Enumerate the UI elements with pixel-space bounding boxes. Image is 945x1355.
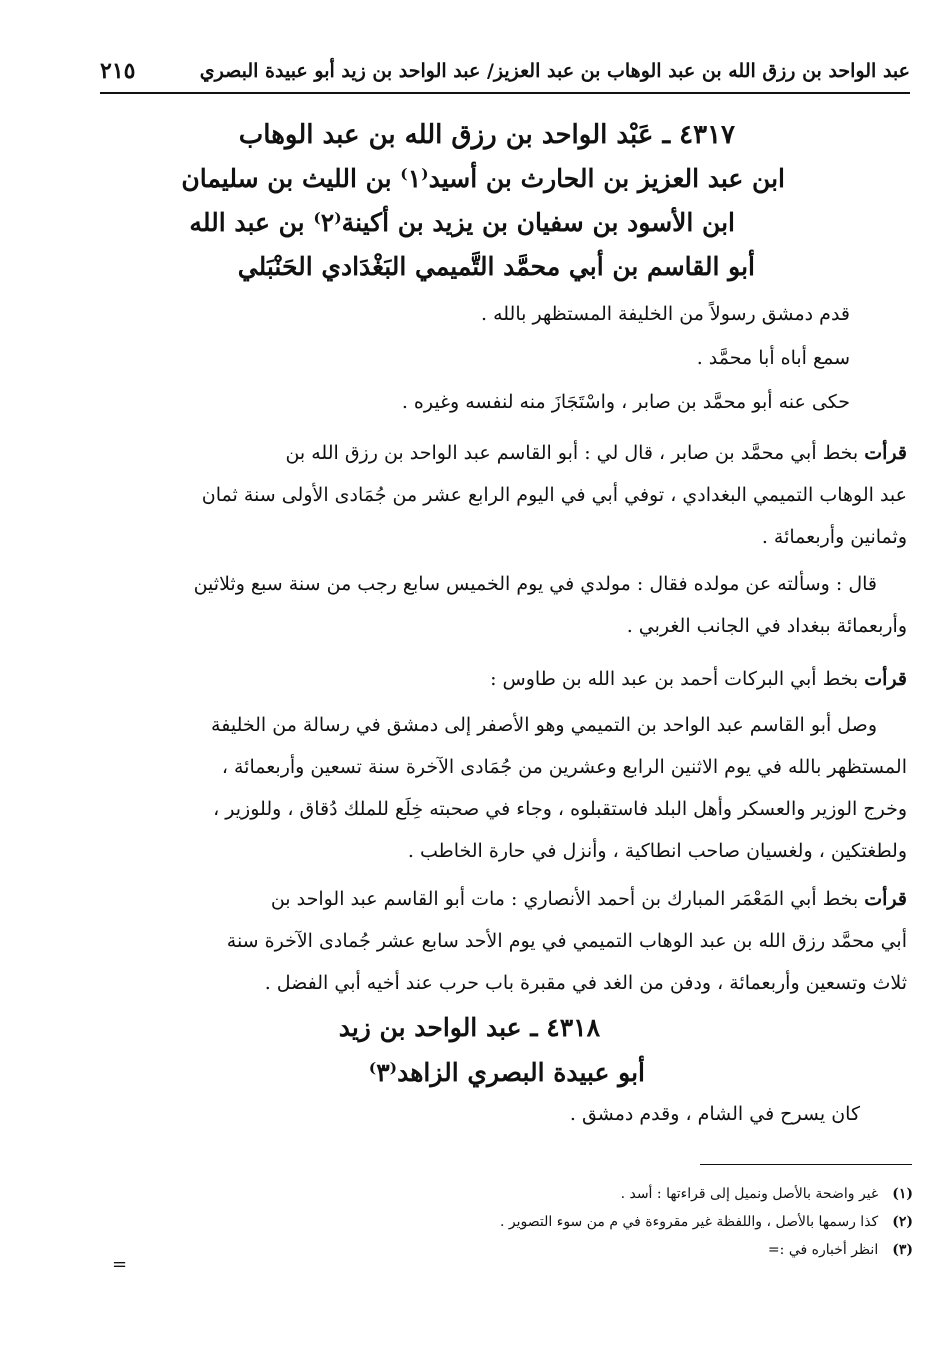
entry-4317-heading-line-2: ابن عبد العزيز بن الحارث بن أسيد⁽١⁾ بن الليث بن سليمان <box>181 164 785 193</box>
paragraph-death-account: قرأت بخط أبي المَعْمَر المبارك بن أحمد الأنصاري : مات أبو القاسم عبد الواحد بن أبي محمَّد رزق الله بن عبد الوهاب التميمي في يوم الأحد سابع عشر جُمادى الآخرة سنة ثلاث وتسعين وأربعمائة ، ودفن من الغد في مقبرة باب حرب عند أخيه أبي الفضل . <box>226 888 907 994</box>
body-line-arrival: قدم دمشق رسولاً من الخليفة المستظهر بالله . <box>480 303 850 325</box>
continuation-mark: = <box>112 1254 128 1275</box>
entry-4317-heading-line-4: أبو القاسم بن أبي محمَّد التَّميمي البَغْدَادي الحَنْبَلي <box>237 252 755 281</box>
body-line-heard: سمع أباه أبا محمَّد . <box>696 347 850 369</box>
body-line-4318: كان يسرح في الشام ، وقدم دمشق . <box>569 1103 860 1125</box>
paragraph-arrival-account: وصل أبو القاسم عبد الواحد بن التميمي وهو الأصفر إلى دمشق في رسالة من الخليفة المستظهر بالله في يوم الاثنين الرابع وعشرين من جُمَادى الآخرة سنة تسعين وأربعمائة ، وخرج الوزير والعسكر وأهل البلد فاستقبلوه ، وجاء في صحبته خِلَع للملك دُقاق ، وللوزير ، ولطغتكين ، ولغسيان صاحب انطاكية ، وأنزل في حارة الخاطب . <box>211 714 907 862</box>
entry-4317-heading-line-1: ٤٣١٧ ـ عَبْد الواحد بن رزق الله بن عبد الوهاب <box>238 120 735 150</box>
lead-word: قرأت <box>864 668 907 690</box>
lead-word: قرأت <box>864 442 907 464</box>
footnote-3: (٣)انظر أخباره في := <box>767 1242 913 1258</box>
paragraph-death-date: قرأت بخط أبي محمَّد بن صابر ، قال لي : أبو القاسم عبد الواحد بن رزق الله بن عبد الوهاب التميمي البغدادي ، توفي أبي في اليوم الرابع عشر من جُمَادى الأولى سنة ثمان وثمانين وأربعمائة . <box>201 442 907 548</box>
footnote-1: (١)غير واضحة بالأصل ونميل إلى قراءتها : أسد . <box>620 1186 913 1202</box>
entry-4318-heading-line-1: ٤٣١٨ ـ عبد الواحد بن زيد <box>338 1013 600 1042</box>
entry-4317-heading-line-3: ابن الأسود بن سفيان بن يزيد بن أكينة⁽٢⁾ بن عبد الله <box>189 208 735 237</box>
entry-4318-heading-line-2: أبو عبيدة البصري الزاهد⁽٣⁾ <box>368 1058 645 1087</box>
running-title: عبد الواحد بن رزق الله بن عبد الوهاب بن عبد العزيز/ عبد الواحد بن زيد أبو عبيدة البصري <box>199 60 910 82</box>
footnote-2: (٢)كذا رسمها بالأصل ، واللفظة غير مقروءة في م من سوء التصوير . <box>500 1214 913 1230</box>
lead-word: قرأت <box>864 888 907 910</box>
paragraph-tawus-source: قرأت بخط أبي البركات أحمد بن عبد الله بن طاوس : <box>490 668 907 690</box>
body-line-narrated: حكى عنه أبو محمَّد بن صابر ، واسْتَجَازَ منه لنفسه وغيره . <box>401 391 850 413</box>
paragraph-birth-date: قال : وسألته عن مولده فقال : مولدي في يوم الخميس سابع رجب من سنة سبع وثلاثين وأربعمائة ببغداد في الجانب الغربي . <box>193 573 907 637</box>
page-number: ٢١٥ <box>100 58 136 84</box>
footnote-rule <box>700 1164 912 1165</box>
running-header <box>100 58 910 94</box>
